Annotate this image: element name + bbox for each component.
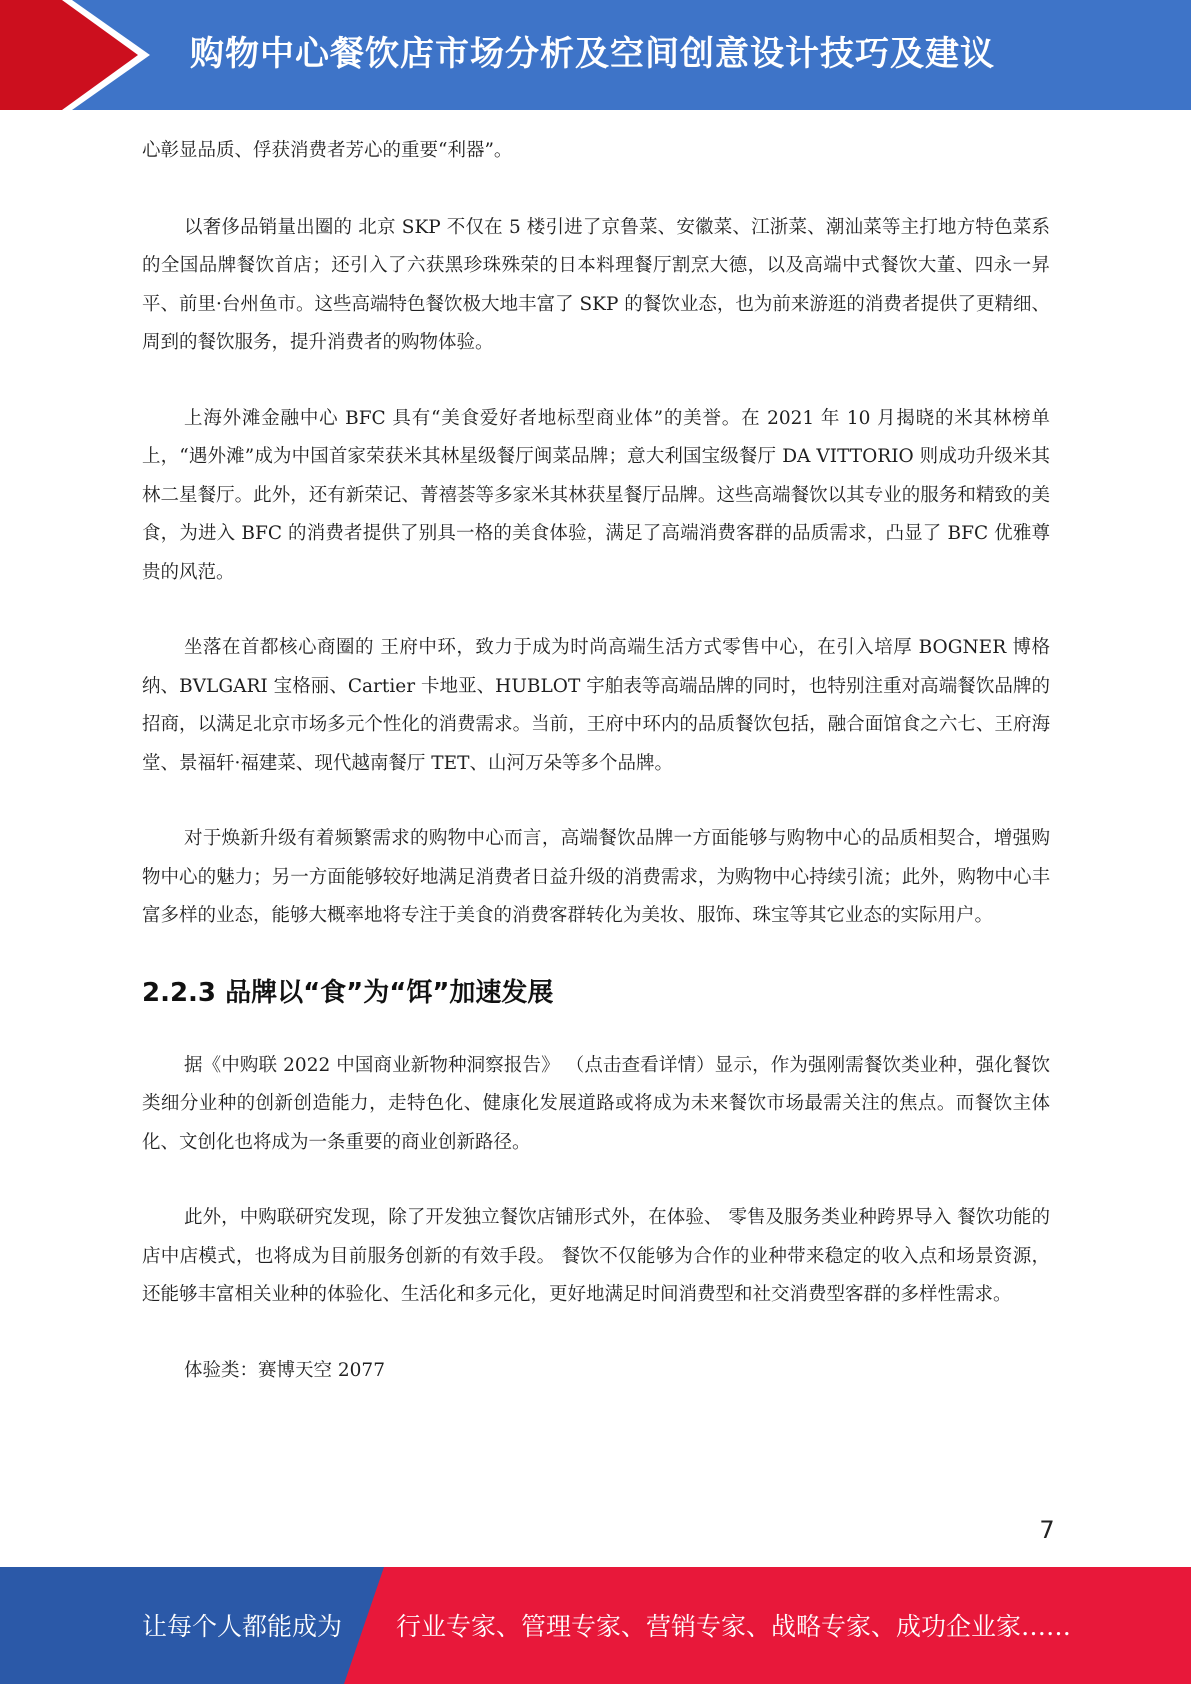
page-header-title: 购物中心餐饮店市场分析及空间创意设计技巧及建议 — [190, 34, 995, 74]
paragraph-experience-type: 体验类：赛博天空 2077 — [184, 1359, 385, 1381]
footer-slogan-right: 行业专家、管理专家、营销专家、战略专家、成功企业家…… — [396, 1612, 1072, 1641]
paragraph-summary: 对于焕新升级有着频繁需求的购物中心而言，高端餐饮品牌一方面能够与购物中心的品质相契合，增强购物中心的魅力；另一方面能够较好地满足消费者日益升级的消费需求，为购物中心持续引流；此外，购物中心丰富多样的业态，能够大概率地将专注于美食的消费客群转化为美妆、服饰、珠宝等其它业态的实际用户。 — [142, 828, 1050, 926]
paragraph-bfc: 上海外滩金融中心 BFC 具有“美食爱好者地标型商业体”的美誉。在 2021 年 10 月揭晓的米其林榜单上，“遇外滩”成为中国首家荣获米其林星级餐厅闽菜品牌；意大利国宝级餐厅 DA VITTORIO 则成功升级米其林二星餐厅。此外，还有新荣记、菁禧荟等多家米其林获星餐厅品牌。这些高端餐饮以其专业的服务和精致的美食，为进入 BFC 的消费者提供了别具一格的美食体验，满足了高端消费客群的品质需求，凸显了 BFC 优雅尊贵的风范。 — [142, 407, 1050, 583]
paragraph-skp: 以奢侈品销量出圈的 北京 SKP 不仅在 5 楼引进了京鲁菜、安徽菜、江浙菜、潮汕菜等主打地方特色菜系的全国品牌餐饮首店；还引入了六获黑珍珠殊荣的日本料理餐厅割烹大德，以及高端中式餐饮大董、四永一昇平、前里·台州鱼市。这些高端特色餐饮极大地丰富了 SKP 的餐饮业态，也为前来游逛的消费者提供了更精细、周到的餐饮服务，提升消费者的购物体验。 — [142, 216, 1050, 353]
page-footer-banner — [0, 1567, 1191, 1684]
section-heading-2-2-3: 2.2.3 品牌以“食”为“饵”加速发展 — [142, 977, 554, 1008]
paragraph-continued: 心彰显品质、俘获消费者芳心的重要“利器”。 — [142, 140, 513, 161]
paragraph-wangfu: 坐落在首都核心商圈的 王府中环，致力于成为时尚高端生活方式零售中心，在引入培厚 BOGNER 博格纳、BVLGARI 宝格丽、Cartier 卡地亚、HUBLOT 宇舶表等高端品牌的同时，也特别注重对高端餐饮品牌的招商，以满足北京市场多元个性化的消费需求。当前，王府中环内的品质餐饮包括，融合面馆食之六七、王府海堂、景福轩·福建菜、现代越南餐厅 TET、山河万朵等多个品牌。 — [142, 637, 1050, 774]
paragraph-research: 此外，中购联研究发现，除了开发独立餐饮店铺形式外，在体验、 零售及服务类业种跨界导入 餐饮功能的店中店模式，也将成为目前服务创新的有效手段。 餐饮不仅能够为合作的业种带来稳定的收入点和场景资源，还能够丰富相关业种的体验化、生活化和多元化，更好地满足时间消费型和社交消费型客群的多样性需求。 — [142, 1207, 1050, 1305]
red-chevron-arrow-icon — [0, 0, 160, 110]
page-number: 7 — [1039, 1516, 1055, 1544]
page-header-banner — [0, 0, 1191, 110]
document-body — [142, 132, 1050, 1427]
footer-slogan-left: 让每个人都能成为 — [142, 1612, 343, 1641]
paragraph-report: 据《中购联 2022 中国商业新物种洞察报告》 （点击查看详情）显示，作为强刚需餐饮类业种，强化餐饮类细分业种的创新创造能力，走特色化、健康化发展道路或将成为未来餐饮市场最需关注的焦点。而餐饮主体化、文创化也将成为一条重要的商业创新路径。 — [142, 1054, 1050, 1153]
